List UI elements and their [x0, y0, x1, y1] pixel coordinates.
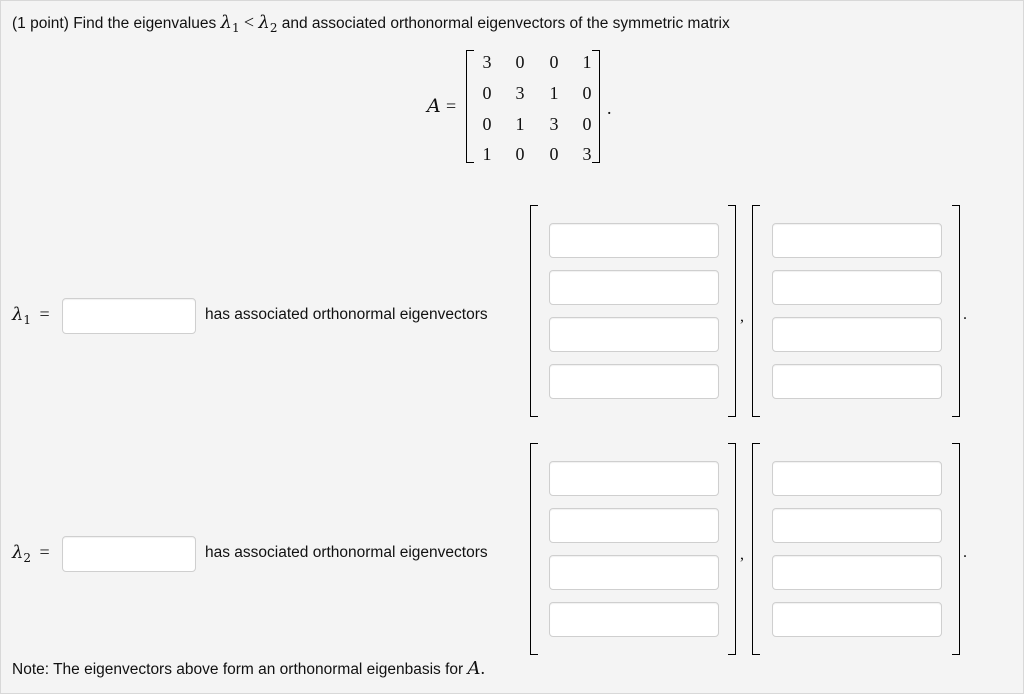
eigen1-vec1-entry-4[interactable] — [549, 364, 719, 399]
prompt-start: Find the eigenvalues — [73, 15, 217, 32]
eigen1-vec2-entry-3[interactable] — [772, 317, 942, 352]
eigen1-vec2-entry-1[interactable] — [772, 223, 942, 258]
eigen2-vec1-entry-4[interactable] — [549, 602, 719, 637]
eigenvalue2-input[interactable] — [62, 536, 196, 572]
matrix-name: A — [427, 95, 441, 117]
prompt-end: and associated orthonormal eigenvectors of the symmetric matrix — [281, 15, 730, 32]
matrix-entry-r4-c1: 1 — [482, 144, 492, 164]
note-matrix: A — [467, 658, 481, 679]
eigen2-vec1-entry-1[interactable] — [549, 461, 719, 496]
eigen2-comma: , — [740, 546, 744, 563]
eigen2-vec1-left-bracket — [530, 443, 538, 655]
eigenvector1-description: has associated orthonormal eigenvectors — [205, 306, 488, 323]
eigenvector2-description: has associated orthonormal eigenvectors — [205, 544, 488, 561]
eigen2-vec2-entry-3[interactable] — [772, 555, 942, 590]
note-period: . — [480, 658, 486, 678]
matrix-left-bracket — [466, 50, 474, 163]
eigen1-vec2-entry-2[interactable] — [772, 270, 942, 305]
matrix-entry-r4-c3: 0 — [549, 144, 559, 164]
eigenvalue1-input[interactable] — [62, 298, 196, 334]
eigen2-vec1-entry-3[interactable] — [549, 555, 719, 590]
matrix-entry-r1-c4: 1 — [582, 52, 592, 72]
eigen1-vec1-entry-1[interactable] — [549, 223, 719, 258]
eigen2-period: . — [963, 544, 967, 561]
note-text: Note: The eigenvectors above form an orthonormal eigenbasis for — [12, 661, 464, 678]
matrix-entry-r2-c3: 1 — [549, 83, 559, 103]
eigen1-vec1-entry-3[interactable] — [549, 317, 719, 352]
eigenvalue2-label: $\lambda_2$ = — [12, 542, 50, 565]
lambda1-symbol: $\lambda_1$ — [220, 12, 240, 35]
matrix-entry-r4-c2: 0 — [515, 144, 525, 164]
eigen1-vec2-left-bracket — [752, 205, 760, 417]
matrix-equals: = — [446, 96, 457, 116]
eigen2-vec1-entry-2[interactable] — [549, 508, 719, 543]
eigen2-vec2-entry-4[interactable] — [772, 602, 942, 637]
matrix-entry-r2-c1: 0 — [482, 83, 492, 103]
matrix-period: . — [607, 98, 612, 118]
eigen1-period: . — [963, 306, 967, 323]
matrix-entry-r3-c4: 0 — [582, 114, 592, 134]
lambda2-label: $\lambda_2$ — [12, 542, 32, 565]
problem-statement — [12, 12, 730, 33]
lambda2-symbol: $\lambda_2$ — [258, 12, 278, 35]
matrix-entry-r1-c2: 0 — [515, 52, 525, 72]
matrix-entry-r1-c3: 0 — [549, 52, 559, 72]
points-label: (1 point) — [12, 15, 69, 32]
matrix-entry-r2-c4: 0 — [582, 83, 592, 103]
note — [12, 658, 485, 679]
eigen2-vec2-left-bracket — [752, 443, 760, 655]
eigenvalue1-label: $\lambda_1$ = — [12, 304, 50, 327]
matrix-entry-r3-c1: 0 — [482, 114, 492, 134]
matrix-entry-r2-c2: 3 — [515, 83, 525, 103]
eigen2-vec1-right-bracket — [728, 443, 736, 655]
eigen1-vec1-left-bracket — [530, 205, 538, 417]
eigen1-comma: , — [740, 308, 744, 325]
eigen1-vec1-entry-2[interactable] — [549, 270, 719, 305]
eigen1-vec1-right-bracket — [728, 205, 736, 417]
matrix-entry-r1-c1: 3 — [482, 52, 492, 72]
eigen2-vec2-right-bracket — [952, 443, 960, 655]
eigen2-vec2-entry-1[interactable] — [772, 461, 942, 496]
eigen2-vec2-entry-2[interactable] — [772, 508, 942, 543]
eigen1-vec2-entry-4[interactable] — [772, 364, 942, 399]
matrix-entry-r3-c3: 3 — [549, 114, 559, 134]
less-than: < — [243, 12, 255, 32]
matrix-entry-r4-c4: 3 — [582, 144, 592, 164]
lambda1-label: $\lambda_1$ — [12, 304, 32, 327]
matrix-entry-r3-c2: 1 — [515, 114, 525, 134]
eigen1-vec2-right-bracket — [952, 205, 960, 417]
